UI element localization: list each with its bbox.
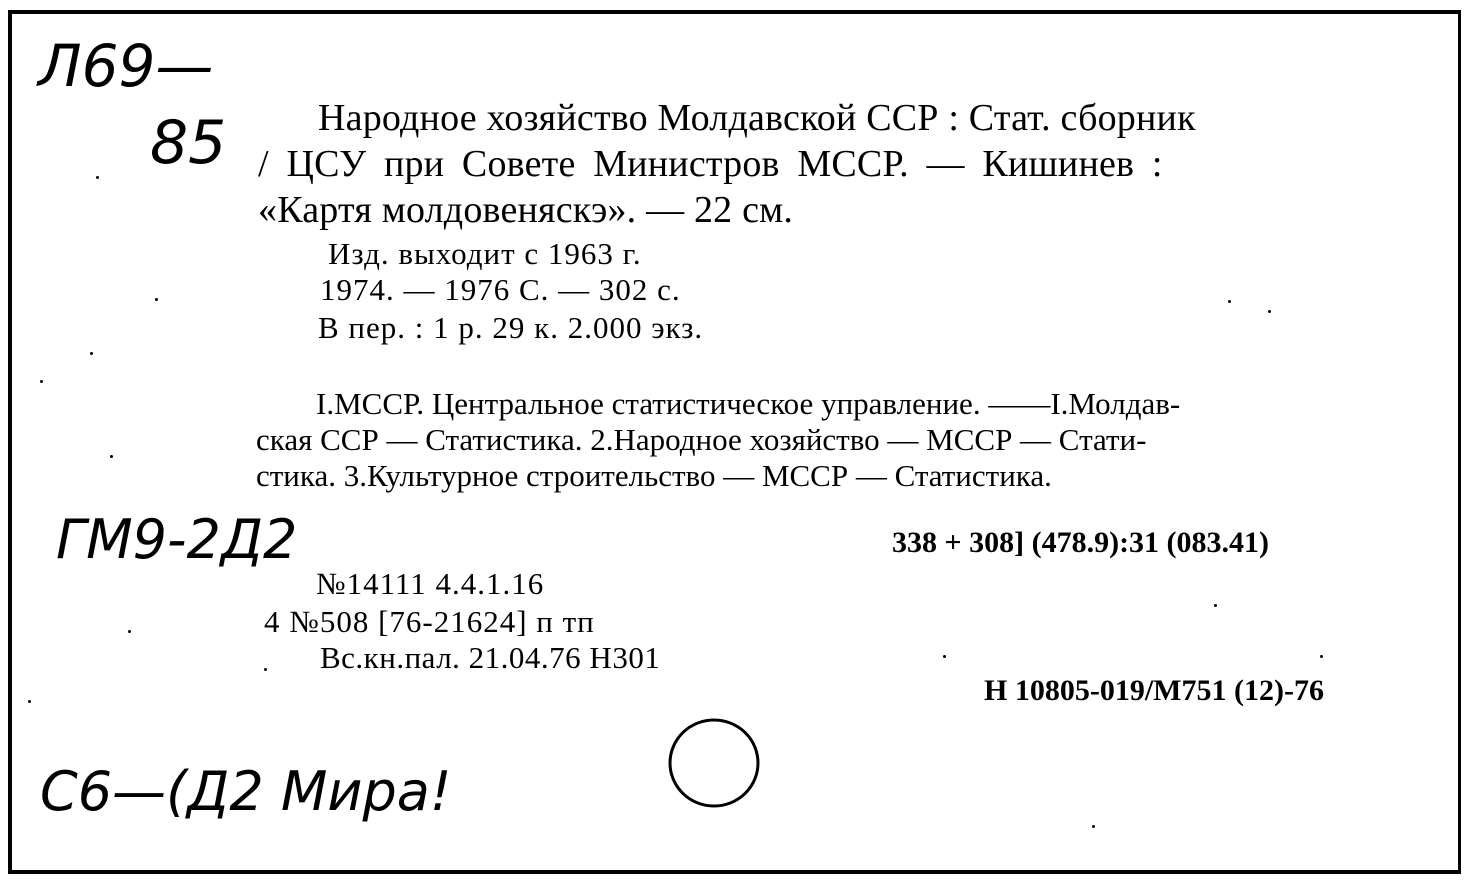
udc-classification: 338 + 308] (478.9):31 (083.41) [892,526,1270,559]
scan-speck [90,352,93,355]
scan-speck [155,298,158,301]
notes-line-2: 1974. — 1976 С. — 302 с. [320,272,681,307]
order-number: 4 №508 [76-21624] п тп [264,604,595,639]
scan-speck [40,380,43,383]
title-line-3: «Картя молдовеняскэ». — 22 см. [258,189,794,231]
notes-line-3: В пер. : 1 р. 29 к. 2.000 экз. [318,310,704,345]
subjects-line-3: стика. 3.Культурное строительство — МССР — Статистика. [256,458,1052,493]
circle-stamp-icon [665,713,765,813]
book-chamber-line: Вс.кн.пал. 21.04.76 Н301 [320,640,661,675]
scan-speck [1214,604,1217,607]
title-line-1: Народное хозяйство Молдавской ССР : Стат. сборник [318,97,1196,139]
notes-line-1: Изд. выходит с 1963 г. [328,236,642,271]
publisher-code: Н 10805-019/М751 (12)-76 [984,674,1324,707]
scan-speck [128,630,131,633]
title-line-2: / ЦСУ при Совете Министров МССР. — Кишинев : [258,143,1163,185]
handwritten-shelf-mark: ГМ9-2Д2 [56,508,298,571]
scan-speck [110,455,113,458]
scan-speck [28,700,31,703]
registration-number: №14111 4.4.1.16 [316,566,545,601]
subjects-line-1: I.МССР. Центральное статистическое управление. ——I.Молдав- [316,386,1181,421]
scan-speck [264,668,267,671]
scan-speck [1228,300,1231,303]
handwritten-call-number-bottom: 85 [150,108,227,178]
handwritten-note-bottom: С6—(Д2 Мира! [40,760,452,823]
handwritten-call-number-top: Л69— [38,32,214,100]
scan-speck [943,655,946,658]
scan-speck [1268,310,1271,313]
scan-speck [1092,825,1095,828]
scan-speck [1320,655,1323,658]
scan-speck [96,176,99,179]
subjects-line-2: ская ССР — Статистика. 2.Народное хозяйство — МССР — Стати- [256,422,1147,457]
